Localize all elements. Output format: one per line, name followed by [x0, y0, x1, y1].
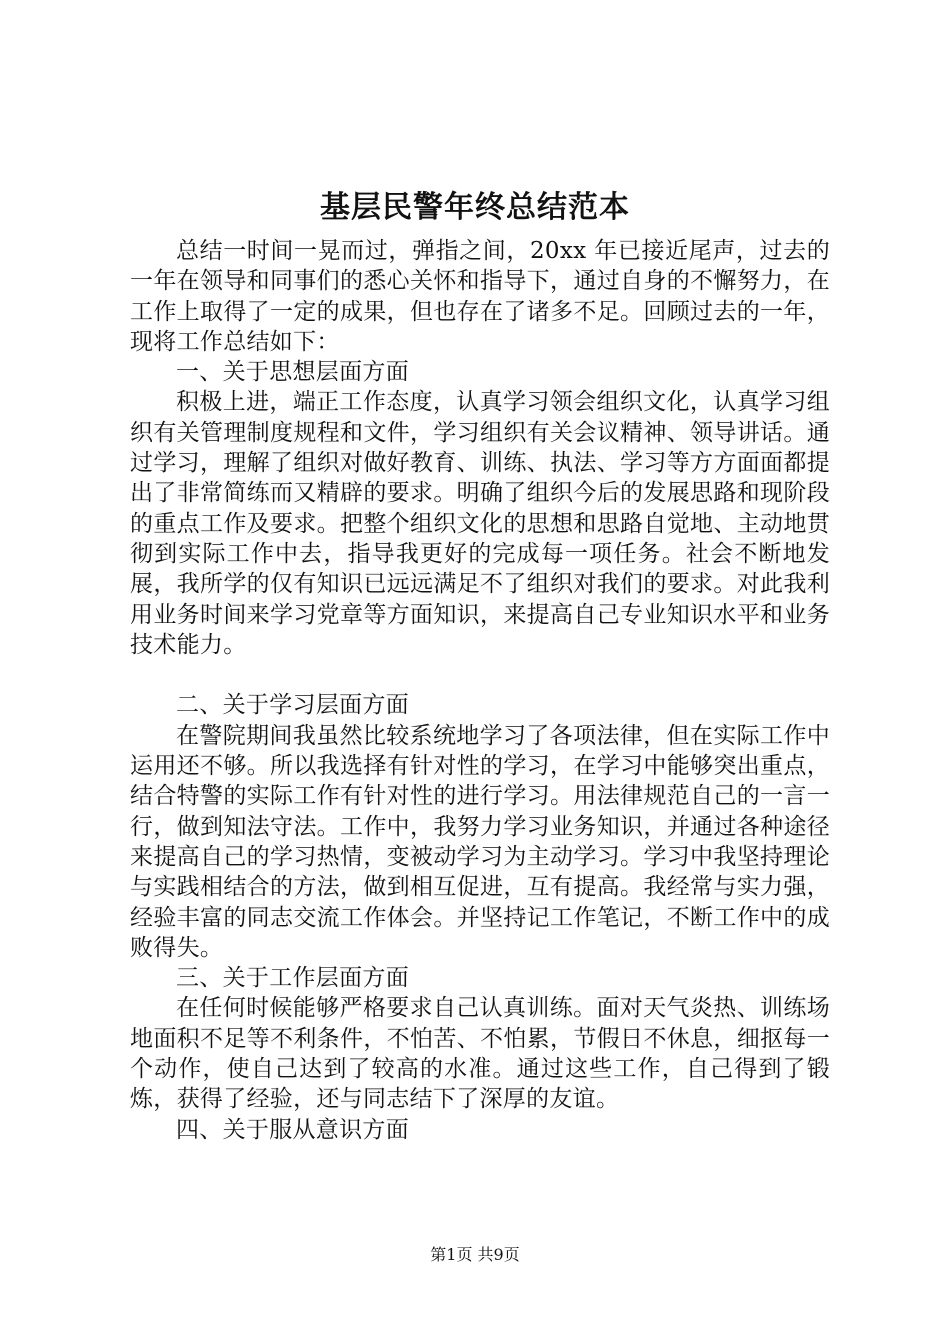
section-heading-1: 一、关于思想层面方面	[176, 359, 409, 386]
page-footer: 第1页 共9页	[430, 1245, 520, 1264]
blank-line	[130, 660, 830, 690]
section-heading-3: 三、关于工作层面方面	[176, 965, 409, 992]
section-body-3: 在任何时候能够严格要求自己认真训练。面对天气炎热、训练场地面积不足等不利条件，不怕苦、不怕累，节假日不休息，细抠每一个动作，使自己达到了较高的水准。通过这些工作，自己得到了锻炼，获得了经验，还与同志结下了深厚的友谊。	[130, 995, 830, 1113]
section-body-2: 在警院期间我虽然比较系统地学习了各项法律，但在实际工作中运用还不够。所以我选择有针对性的学习，在学习中能够突出重点，结合特警的实际工作有针对性的进行学习。用法律规范自己的一言一行，做到知法守法。工作中，我努力学习业务知识，并通过各种途径来提高自己的学习热情，变被动学习为主动学习。学习中我坚持理论与实践相结合的方法，做到相互促进，互有提高。我经常与实力强，经验丰富的同志交流工作体会。并坚持记工作笔记，不断工作中的成败得失。	[130, 722, 830, 961]
document-body	[130, 236, 830, 1145]
document-title: 基层民警年终总结范本	[320, 190, 630, 225]
section-heading-2: 二、关于学习层面方面	[176, 692, 409, 719]
intro-paragraph: 总结一时间一晃而过，弹指之间，20xx 年已接近尾声，过去的一年在领导和同事们的悉心关怀和指导下，通过自身的不懈努力，在工作上取得了一定的成果，但也存在了诸多不足。回顾过去的一年，现将工作总结如下：	[130, 238, 830, 355]
section-heading-4: 四、关于服从意识方面	[176, 1116, 409, 1143]
section-body-1: 积极上进，端正工作态度，认真学习领会组织文化，认真学习组织有关管理制度规程和文件，学习组织有关会议精神、领导讲话。通过学习，理解了组织对做好教育、训练、执法、学习等方方面面都提出了非常简练而又精辟的要求。明确了组织今后的发展思路和现阶段的重点工作及要求。把整个组织文化的思想和思路自觉地、主动地贯彻到实际工作中去，指导我更好的完成每一项任务。社会不断地发展，我所学的仅有知识已远远满足不了组织对我们的要求。对此我利用业务时间来学习党章等方面知识，来提高自己专业知识水平和业务技术能力。	[130, 389, 830, 658]
